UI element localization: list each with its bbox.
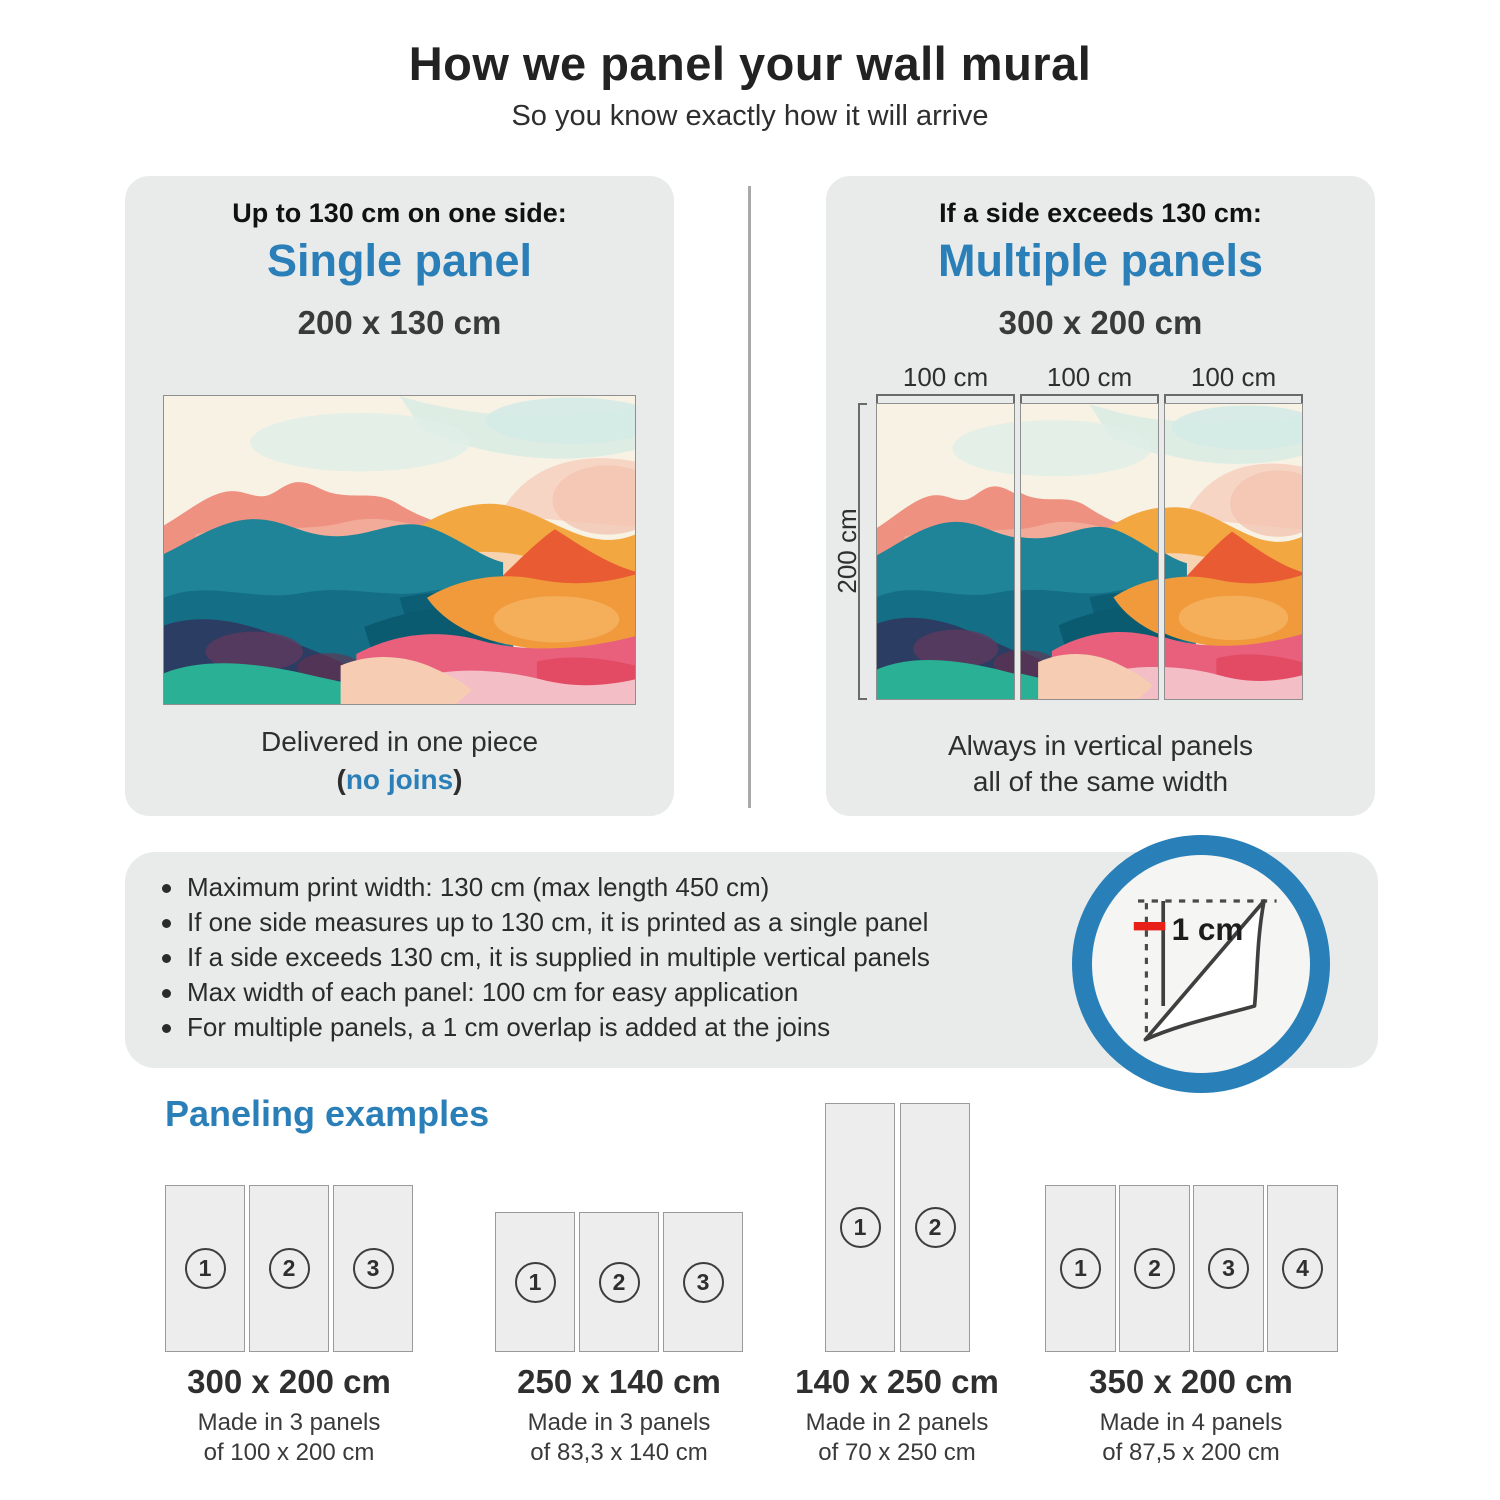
width-bracket-2 [1020, 394, 1159, 403]
panel-number-badge: 1 [840, 1207, 881, 1248]
example-of: of 100 x 200 cm [203, 1439, 375, 1466]
example-made: Made in 3 panels [527, 1409, 711, 1436]
page-subtitle: So you know exactly how it will arrive [511, 100, 989, 132]
example-caption [469, 1362, 769, 1468]
example-panel [1193, 1185, 1264, 1352]
example-panel [495, 1212, 575, 1352]
example-made: Made in 3 panels [197, 1409, 381, 1436]
example-panel [579, 1212, 659, 1352]
panel-number-badge: 2 [599, 1262, 640, 1303]
panel-number-badge: 2 [269, 1248, 310, 1289]
spec-bullet [162, 872, 1082, 907]
spec-bullet [162, 977, 1082, 1012]
example-panel [333, 1185, 413, 1352]
height-bracket [858, 403, 867, 700]
single-panel-title: Single panel [266, 235, 533, 286]
example-panel [1045, 1185, 1116, 1352]
example-made: Made in 2 panels [805, 1409, 989, 1436]
panel-number-badge: 3 [353, 1248, 394, 1289]
example-caption [1041, 1362, 1341, 1468]
bullet-dot [162, 1024, 171, 1033]
single-panel-note: Delivered in one piece [260, 726, 539, 757]
single-panel-note-joins [125, 764, 674, 796]
spec-bullet [162, 1012, 1082, 1047]
width-label-1: 100 cm [902, 362, 989, 392]
mural-image-single [163, 395, 636, 705]
example-size: 250 x 140 cm [517, 1363, 721, 1400]
multiple-panels-note-1: Always in vertical panels [947, 730, 1254, 761]
bullet-text: Max width of each panel: 100 cm for easy application [187, 977, 799, 1007]
multiple-panels-note-2: all of the same width [972, 766, 1229, 797]
width-bracket-1 [876, 394, 1015, 403]
width-bracket-3 [1164, 394, 1303, 403]
paren-close: ) [453, 764, 463, 795]
bullet-dot [162, 954, 171, 963]
example-caption [139, 1362, 439, 1468]
example-panel [825, 1103, 895, 1352]
example-made: Made in 4 panels [1099, 1409, 1283, 1436]
example-panel [165, 1185, 245, 1352]
card-divider [748, 186, 751, 808]
example-of: of 83,3 x 140 cm [530, 1439, 708, 1466]
overlap-page-curl-icon [1072, 835, 1330, 1093]
one-cm-red-mark [1134, 922, 1166, 930]
specs-bullet-list [162, 872, 1082, 1047]
panel-number-badge: 3 [1208, 1248, 1249, 1289]
bullet-dot [162, 919, 171, 928]
examples-heading: Paneling examples [165, 1093, 490, 1134]
panel-number-badge: 1 [515, 1262, 556, 1303]
no-joins-highlight: no joins [345, 764, 454, 795]
multiple-panels-card [826, 176, 1375, 816]
bullet-dot [162, 989, 171, 998]
panel-number-badge: 2 [915, 1207, 956, 1248]
bullet-text: If a side exceeds 130 cm, it is supplied in multiple vertical panels [187, 942, 930, 972]
bullet-text: If one side measures up to 130 cm, it is printed as a single panel [187, 907, 929, 937]
example-size: 300 x 200 cm [187, 1363, 391, 1400]
bullet-text: For multiple panels, a 1 cm overlap is added at the joins [187, 1012, 831, 1042]
example-panel [900, 1103, 970, 1352]
single-panel-card [125, 176, 674, 816]
example-panel [249, 1185, 329, 1352]
bullet-text: Maximum print width: 130 cm (max length 450 cm) [187, 872, 770, 902]
mural-panel-3 [1164, 403, 1303, 700]
mural-panel-1 [876, 403, 1015, 700]
panel-number-badge: 4 [1282, 1248, 1323, 1289]
example-panel [1119, 1185, 1190, 1352]
example-panel [663, 1212, 743, 1352]
panel-number-badge: 2 [1134, 1248, 1175, 1289]
width-label-2: 100 cm [1046, 362, 1133, 392]
paren-open: ( [336, 764, 346, 795]
page-title: How we panel your wall mural [408, 37, 1092, 90]
panel-number-badge: 3 [683, 1262, 724, 1303]
width-label-3: 100 cm [1190, 362, 1277, 392]
height-label: 200 cm [832, 508, 862, 594]
one-cm-label: 1 cm [1171, 910, 1244, 947]
example-of: of 87,5 x 200 cm [1102, 1439, 1280, 1466]
bullet-dot [162, 884, 171, 893]
panel-number-badge: 1 [185, 1248, 226, 1289]
panel-number-badge: 1 [1060, 1248, 1101, 1289]
example-of: of 70 x 250 cm [818, 1439, 976, 1466]
multiple-panels-size: 300 x 200 cm [998, 304, 1203, 341]
example-size: 350 x 200 cm [1089, 1363, 1293, 1400]
spec-bullet [162, 942, 1082, 977]
multiple-panels-title: Multiple panels [937, 235, 1264, 286]
example-panel [1267, 1185, 1338, 1352]
spec-bullet [162, 907, 1082, 942]
multiple-panels-condition: If a side exceeds 130 cm: [939, 198, 1262, 228]
example-size: 140 x 250 cm [795, 1363, 999, 1400]
example-caption [747, 1362, 1047, 1468]
single-panel-condition: Up to 130 cm on one side: [232, 198, 567, 228]
single-panel-size: 200 x 130 cm [297, 304, 502, 341]
mural-panel-2 [1020, 403, 1159, 700]
